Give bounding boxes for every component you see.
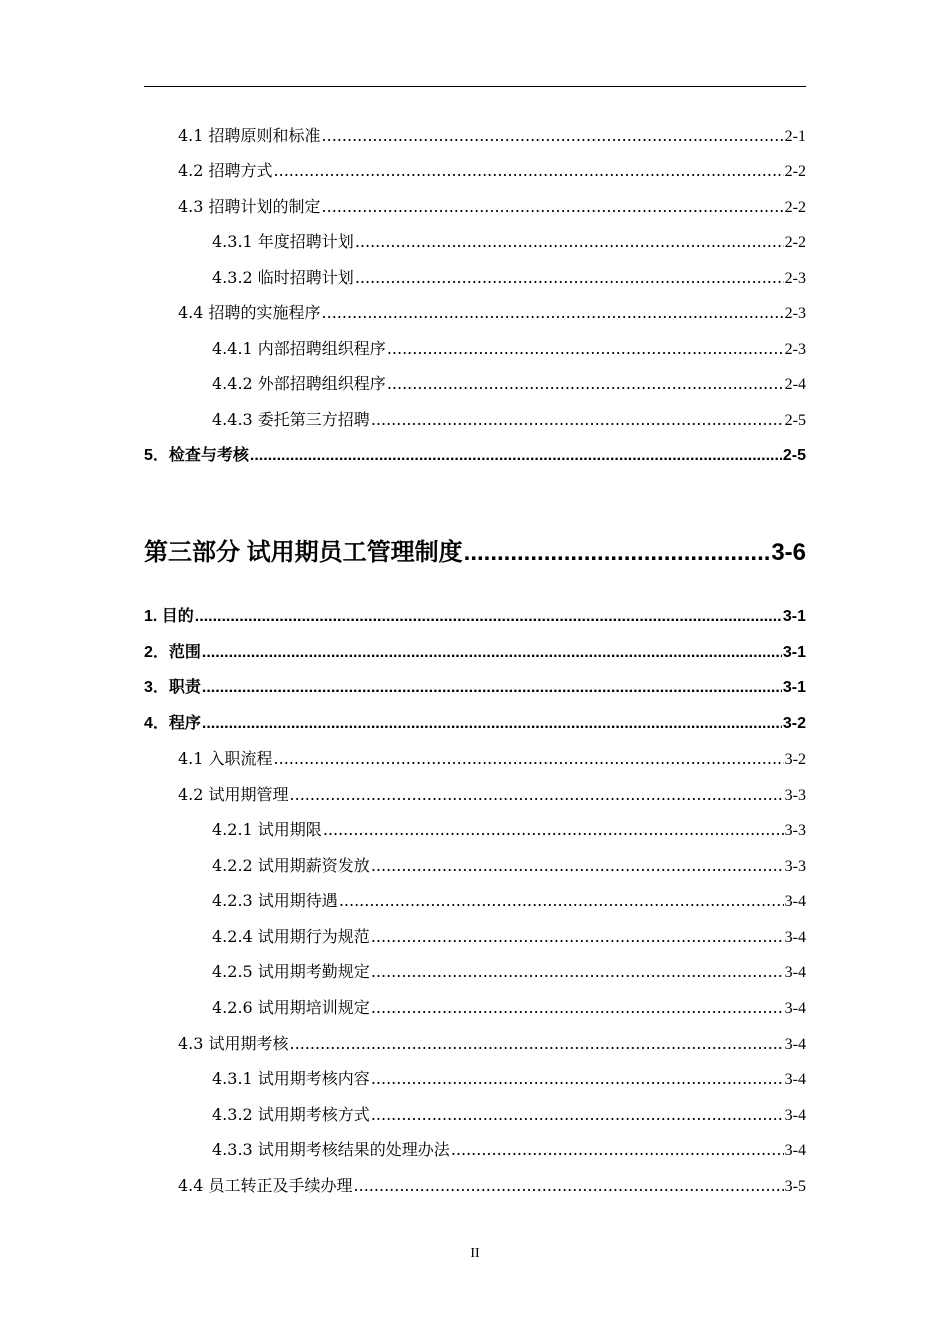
toc-entry-page: 3-4: [784, 1107, 806, 1124]
toc-entry-label: 3．职责: [144, 679, 201, 696]
dot-leader: [355, 229, 784, 255]
toc-entry-label: 4.4 招聘的实施程序: [178, 303, 321, 322]
toc-entry-label: 4.3.2 临时招聘计划: [212, 268, 354, 287]
dot-leader: [195, 604, 782, 630]
toc-entry-label: 4.1 招聘原则和标准: [178, 126, 321, 145]
toc-part-heading[interactable]: [144, 533, 806, 573]
toc-entry-page: 2-3: [784, 341, 806, 358]
toc-entry-page: 3-4: [784, 1071, 806, 1088]
dot-leader: [202, 711, 782, 737]
dot-leader: [371, 924, 784, 950]
header-rule: [144, 86, 806, 87]
part-page: 3-6: [771, 539, 806, 566]
toc-entry[interactable]: [178, 123, 806, 149]
dot-leader: [323, 817, 784, 843]
toc-entry-label: 4.3.1 年度招聘计划: [212, 232, 354, 251]
toc-entry[interactable]: [178, 746, 806, 772]
dot-leader: [387, 371, 784, 397]
dot-leader: [371, 1066, 784, 1092]
toc-entry[interactable]: [212, 924, 806, 950]
dot-leader: [354, 1173, 784, 1199]
toc-entry-label: 5．检查与考核: [144, 447, 249, 464]
dot-leader: [274, 158, 784, 184]
toc-entry[interactable]: [212, 995, 806, 1021]
dot-leader: [371, 995, 784, 1021]
dot-leader: [290, 1031, 784, 1057]
toc-entry-page: 2-2: [784, 234, 806, 251]
toc-entry-label: 4.3 试用期考核: [178, 1034, 289, 1053]
toc-entry[interactable]: [178, 158, 806, 184]
toc-entry-page: 3-4: [784, 964, 806, 981]
dot-leader: [339, 888, 784, 914]
toc-entry-page: 2-5: [784, 412, 806, 429]
toc-entry[interactable]: [178, 782, 806, 808]
dot-leader: [371, 407, 784, 433]
dot-leader: [387, 336, 784, 362]
toc-entry-page: 3-4: [784, 929, 806, 946]
toc-entry-page: 2-5: [782, 447, 806, 464]
dot-leader: [355, 265, 784, 291]
toc-entry-page: 3-1: [782, 679, 806, 696]
toc-entry[interactable]: [212, 959, 806, 985]
toc-entry-page: 3-5: [784, 1178, 806, 1195]
toc-entry[interactable]: [212, 229, 806, 255]
part-title: 第三部分 试用期员工管理制度: [144, 539, 463, 566]
toc-entry[interactable]: [212, 1066, 806, 1092]
toc-entry[interactable]: [178, 1173, 806, 1199]
toc-entry-page: 3-4: [784, 1036, 806, 1053]
dot-leader: [274, 746, 784, 772]
dot-leader: [371, 1102, 784, 1128]
toc-entry-page: 3-1: [782, 608, 806, 625]
toc-entry-label: 1. 目的: [144, 608, 194, 625]
toc-entry[interactable]: [212, 407, 806, 433]
toc-entry-page: 2-1: [784, 128, 806, 145]
page-number: II: [470, 1246, 480, 1261]
dot-leader: [322, 300, 784, 326]
toc-entry-label: 4.2.3 试用期待遇: [212, 891, 338, 910]
toc-entry-label: 4.2.2 试用期薪资发放: [212, 856, 370, 875]
toc-entry-label: 2．范围: [144, 644, 201, 661]
toc-entry-page: 2-4: [784, 376, 806, 393]
toc-entry[interactable]: [144, 711, 806, 737]
toc-entry-label: 4.2.1 试用期限: [212, 820, 322, 839]
toc-entry[interactable]: [144, 443, 806, 469]
toc-entry-label: 4.3 招聘计划的制定: [178, 197, 321, 216]
toc-entry-label: 4.4.2 外部招聘组织程序: [212, 374, 386, 393]
toc-entry-page: 3-3: [784, 858, 806, 875]
toc-entry-label: 4.4 员工转正及手续办理: [178, 1176, 353, 1195]
toc-entry[interactable]: [212, 336, 806, 362]
toc-entry[interactable]: [144, 604, 806, 630]
toc-entry-page: 3-4: [784, 1142, 806, 1159]
toc-entry[interactable]: [144, 640, 806, 666]
dot-leader: [322, 194, 784, 220]
dot-leader: [371, 959, 784, 985]
dot-leader: [371, 853, 784, 879]
toc-entry-page: 3-3: [784, 787, 806, 804]
toc-entry-page: 3-1: [782, 644, 806, 661]
toc-entry-page: 2-2: [784, 163, 806, 180]
toc-entry-label: 4.2.4 试用期行为规范: [212, 927, 370, 946]
toc-entry[interactable]: [212, 817, 806, 843]
toc-entry-label: 4.2 试用期管理: [178, 785, 289, 804]
toc-entry-page: 2-3: [784, 270, 806, 287]
dot-leader: [202, 640, 782, 666]
toc-entry-label: 4.1 入职流程: [178, 749, 273, 768]
toc-entry-page: 3-2: [784, 751, 806, 768]
dot-leader: [250, 443, 782, 469]
toc-entry[interactable]: [212, 888, 806, 914]
toc-entry-page: 3-4: [784, 893, 806, 910]
toc-entry[interactable]: [212, 853, 806, 879]
toc-entry-label: 4．程序: [144, 715, 201, 732]
toc-entry[interactable]: [212, 371, 806, 397]
dot-leader: [464, 533, 771, 573]
dot-leader: [322, 123, 784, 149]
toc-entry-page: 2-2: [784, 199, 806, 216]
toc-entry[interactable]: [212, 1102, 806, 1128]
toc-entry-label: 4.3.2 试用期考核方式: [212, 1105, 370, 1124]
toc-entry-page: 2-3: [784, 305, 806, 322]
toc-entry-page: 3-4: [784, 1000, 806, 1017]
toc-entry[interactable]: [144, 675, 806, 701]
toc-entry[interactable]: [178, 194, 806, 220]
dot-leader: [290, 782, 784, 808]
toc-entry[interactable]: [212, 1137, 806, 1163]
dot-leader: [451, 1137, 784, 1163]
toc-entry-label: 4.4.1 内部招聘组织程序: [212, 339, 386, 358]
toc-entry-page: 3-3: [784, 822, 806, 839]
dot-leader: [202, 675, 782, 701]
toc-entry-label: 4.3.1 试用期考核内容: [212, 1069, 370, 1088]
toc-entry-label: 4.2.5 试用期考勤规定: [212, 962, 370, 981]
toc-entry-label: 4.4.3 委托第三方招聘: [212, 410, 370, 429]
toc-entry-label: 4.2 招聘方式: [178, 161, 273, 180]
toc-entry-label: 4.3.3 试用期考核结果的处理办法: [212, 1140, 450, 1159]
toc-entry[interactable]: [212, 265, 806, 291]
toc-entry[interactable]: [178, 1031, 806, 1057]
toc-entry[interactable]: [178, 300, 806, 326]
toc-entry-page: 3-2: [782, 715, 806, 732]
toc-entry-label: 4.2.6 试用期培训规定: [212, 998, 370, 1017]
